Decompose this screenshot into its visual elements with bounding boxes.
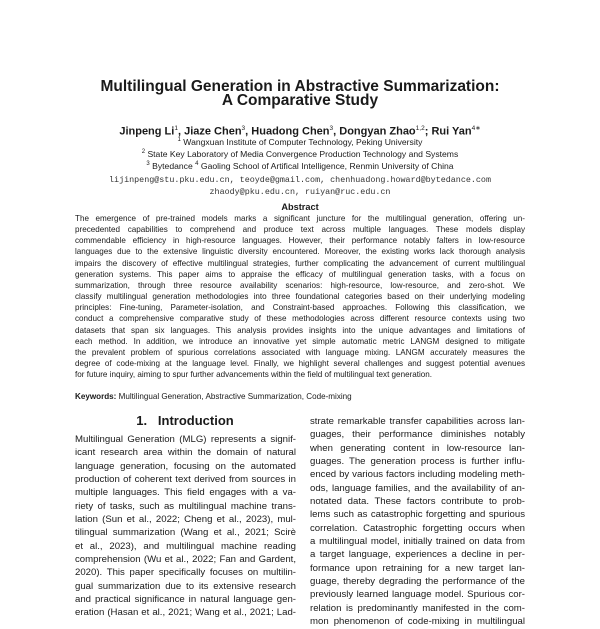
- text-line: and practical significance in natural language gen-: [75, 594, 296, 606]
- section-number: 1.: [136, 413, 148, 428]
- author-affil: 3: [329, 125, 334, 132]
- text-line: icant research area within the domain of natural: [75, 447, 296, 459]
- affil-number: 4: [195, 161, 199, 168]
- author-emails: lijinpeng@stu.pku.edu.cn, teoyde@gmail.com, chenhuadong.howard@bytedance.com: [109, 175, 491, 185]
- text-line: language generation, focusing on the automated: [75, 460, 296, 472]
- author-list: Jinpeng Li$^1$, Jiaze Chen$^3$, Huadong Chen$^3$, Dongyan Zhao$^{1,2}$; Rui Yan$^{4∗}$: [119, 125, 481, 138]
- text-line: conduct a comprehensive comparative study of these methodologies across different resource contexts using two: [75, 314, 525, 324]
- text-line: lation (Sun et al., 2022; Cheng et al., 2023), mul-: [75, 514, 296, 526]
- text-line: gual summarization due to its extensive research: [75, 580, 296, 592]
- keywords: [75, 392, 352, 401]
- text-line: previously learned language model. Spurious cor-: [310, 589, 525, 601]
- text-line: enced by various factors including modeling meth-: [310, 469, 525, 481]
- abstract-heading: Abstract: [281, 202, 319, 212]
- text-line: classify multilingual generation methodologies into three foundational categories based on their underlying modeling: [75, 292, 525, 302]
- right-column-text: [310, 415, 525, 629]
- text-line: for future inquiry, aiming to spur further advancements within the field of multilingual text generation.: [75, 370, 433, 380]
- text-line: principles: Fine-tuning, Parameter-isolation, and Constraint-based approaches. Following this classification, we: [75, 303, 525, 313]
- section-heading: [75, 413, 295, 428]
- keywords-label: Keywords:: [75, 392, 117, 401]
- text-line: relation is predominantly manifested in the com-: [310, 602, 525, 614]
- author-name: Rui Yan: [431, 125, 472, 138]
- text-line: each method. In addition, we introduce an innovative yet simple automatic metric LANGM designed to mitigate: [75, 336, 525, 346]
- author-affil: 1,2: [415, 125, 425, 132]
- affil-number: 3: [146, 161, 150, 168]
- author-emails: zhaody@pku.edu.cn, ruiyan@ruc.edu.cn: [209, 187, 391, 197]
- abstract-body: [75, 213, 525, 380]
- author-name: Jinpeng Li: [119, 125, 175, 138]
- text-line: impairs the discovery of effective multilingual strategies, further complicating the advancement of current multilingual: [75, 258, 525, 268]
- author-name: Jiaze Chen: [184, 125, 242, 138]
- text-line: when generating content in low-resource lan-: [310, 442, 525, 454]
- text-line: generation systems. This paper aims to appraise the efficacy of multilingual generation tasks, with a focus on: [75, 269, 525, 279]
- text-line: comprehension (Wu et al., 2022; Fan and Gardent,: [75, 554, 296, 566]
- text-line: a multilingual model, initially trained on data from: [310, 536, 525, 548]
- affiliation: [0, 137, 600, 147]
- text-line: production of coherent text derived from sources in: [75, 474, 296, 486]
- text-line: eration (Hasan et al., 2021; Wang et al., 2021; Lad-: [75, 607, 296, 619]
- text-line: correlation. Catastrophic forgetting occurs when: [310, 522, 525, 534]
- affiliation: [0, 149, 600, 159]
- author-name: Dongyan Zhao: [339, 125, 416, 138]
- text-line: degree of code-mixing at the language level. Finally, we highlight several challenges and suggest potential avenues: [75, 359, 525, 369]
- affil-text: Gaoling School of Artifical Intelligence, Renmin University of China: [200, 161, 454, 171]
- affil-number: 2: [141, 149, 146, 156]
- section-title: Introduction: [157, 413, 234, 428]
- text-line: precedented capabilities to comprehend and produce text across multiple languages. These models display: [75, 225, 525, 235]
- affil-text: State Key Laboratory of Media Convergence Production Technology and Systems: [147, 149, 459, 159]
- affil-number: 1: [177, 137, 181, 144]
- text-line: languages due to the extensive linguistic diversity encountered. Moreover, the existing works lack thorough analysis: [75, 247, 525, 257]
- text-line: guages. The generation process is further influ-: [310, 456, 525, 468]
- affil-text: Wangxuan Institute of Computer Technology, Peking University: [183, 137, 423, 147]
- text-line: Multilingual Generation (MLG) represents a signif-: [75, 434, 296, 445]
- text-line: notated data. These factors contribute to prob-: [310, 496, 525, 508]
- paper-title-line-2: A Comparative Study: [221, 92, 379, 109]
- author-affil: 1: [174, 125, 178, 132]
- text-line: a target language, experiences a decline in per-: [310, 549, 525, 561]
- left-column-text: [75, 433, 296, 620]
- text-line: strate remarkable transfer capabilities across lan-: [310, 416, 525, 427]
- text-line: riety of tasks, such as multilingual machine trans-: [75, 500, 296, 512]
- text-line: The emergence of pre-trained models marks a significant juncture for the multilingual generation, offering un-: [75, 214, 525, 223]
- text-line: guage, thereby degrading the performance of the: [310, 576, 525, 588]
- author-name: Huadong Chen: [251, 125, 330, 138]
- author-affil: 3: [241, 125, 246, 132]
- text-line: guages, their performance diminishes notably: [310, 429, 525, 441]
- paper-title-line-1: Multilingual Generation in Abstractive Summarization:: [100, 78, 500, 95]
- text-line: summarization, through three resource availability scenarios: high-resource, low-resource, and zero-shot. We: [75, 280, 525, 290]
- affiliation: [0, 161, 600, 171]
- text-line: commendable efficiency in high-resource languages. However, their performance notably falters in low-resource: [75, 236, 525, 246]
- text-line: multiple languages. This field engages with a va-: [75, 487, 296, 499]
- text-line: formance upon retraining for a new target lan-: [310, 562, 525, 574]
- text-line: et al., 2023), and multilingual machine reading: [75, 540, 296, 552]
- text-line: 2020). This paper specifically focuses on multilin-: [75, 567, 296, 579]
- text-line: datasets that span six languages. This analysis provides insights into the unique advantages and limitations of: [75, 325, 525, 335]
- keywords-text: Multilingual Generation, Abstractive Summarization, Code-mixing: [118, 392, 352, 401]
- text-line: mon phenomenon of code-mixing in multilingual: [310, 616, 525, 628]
- text-line: ods, language families, and the availability of an-: [310, 482, 525, 494]
- text-line: lems such as catastrophic forgetting and spurious: [310, 509, 525, 521]
- affil-text: Bytedance: [152, 161, 193, 171]
- author-affil: 4∗: [471, 125, 481, 132]
- text-line: tilingual summarization (Wang et al., 2021; Scirè: [75, 527, 296, 539]
- text-line: the prevalent problem of spurious correlations associated with language mixing. LANGM accurately measures the: [75, 347, 525, 357]
